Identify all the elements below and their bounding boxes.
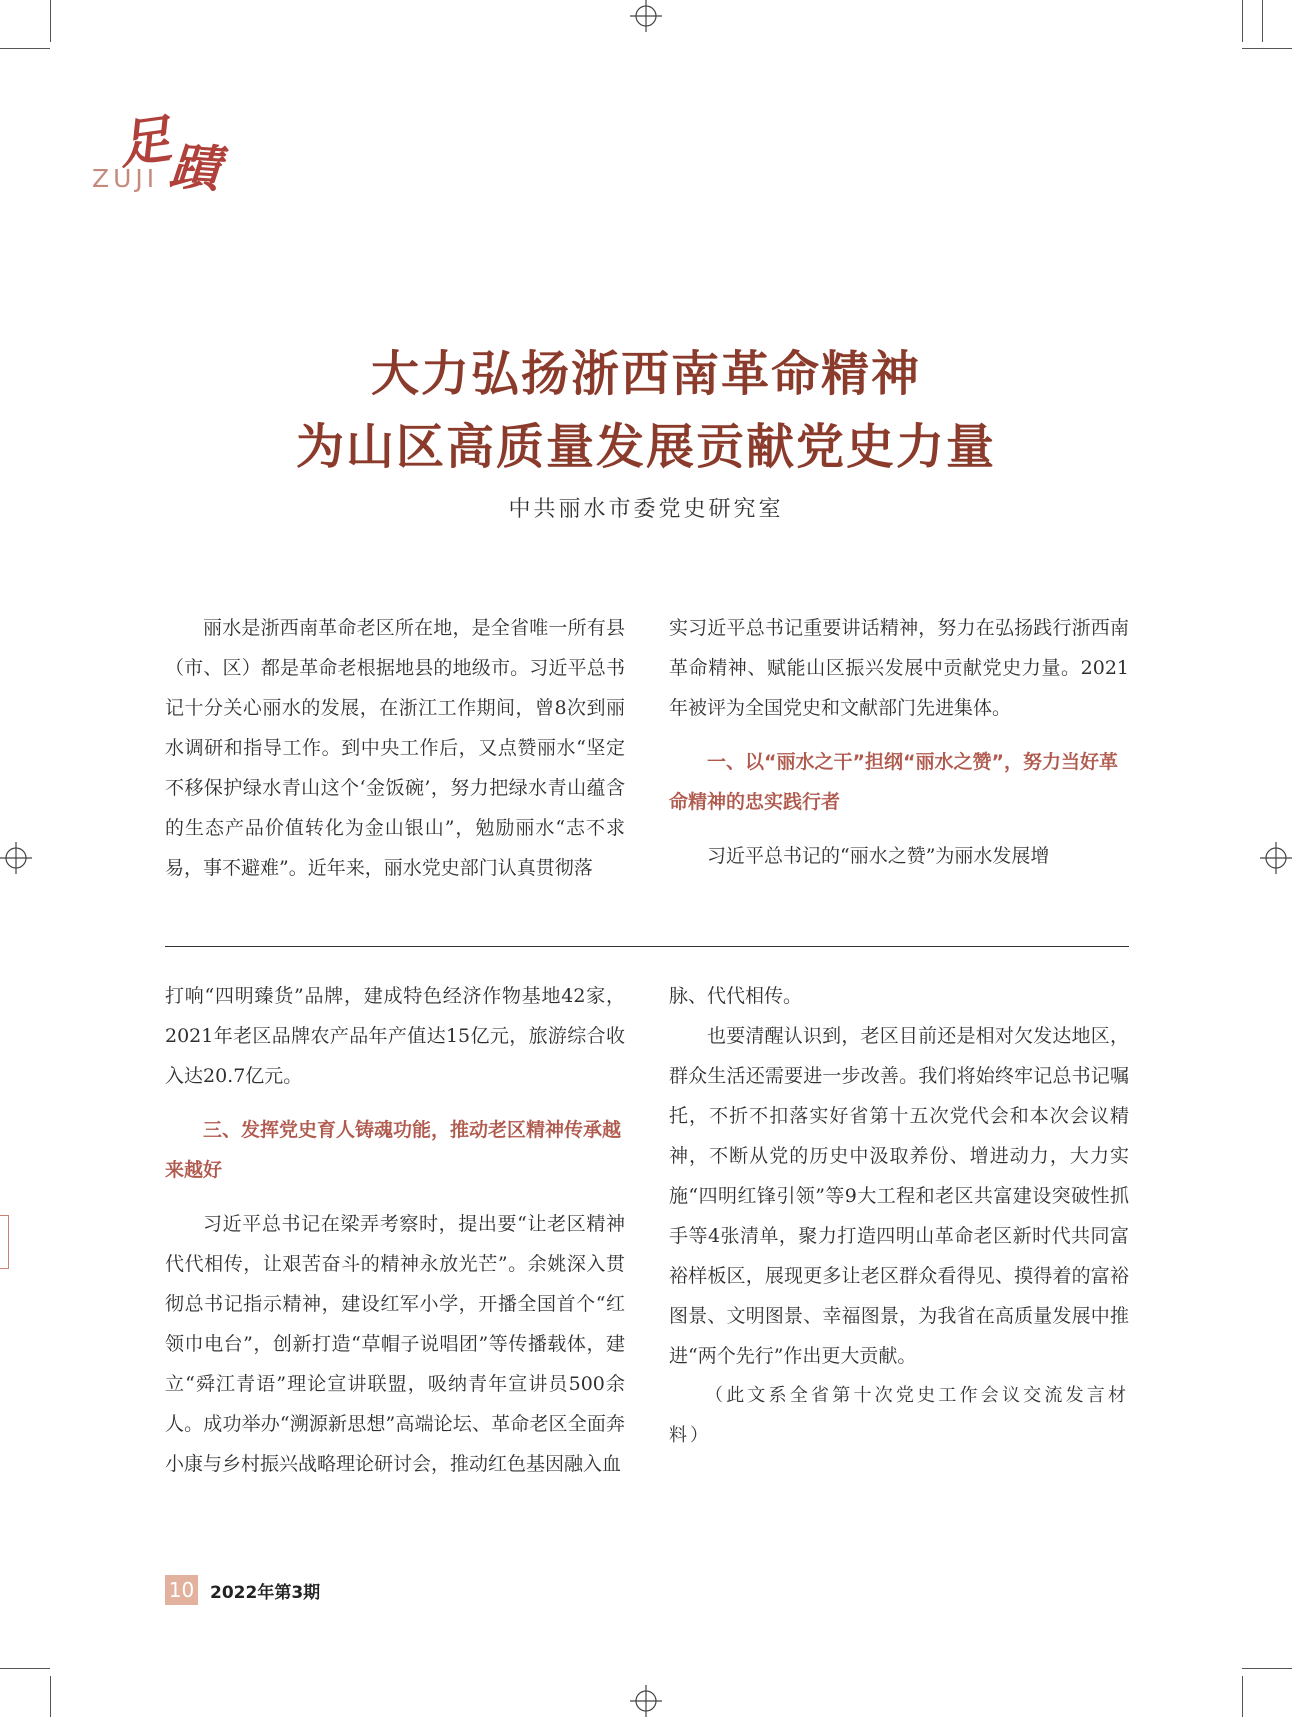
crop-mark bbox=[1242, 1676, 1243, 1717]
article-author: 中共丽水市委党史研究室 bbox=[508, 497, 784, 522]
top-right-column bbox=[669, 608, 1129, 876]
top-left-column bbox=[165, 608, 625, 888]
page-number: 10 bbox=[165, 1575, 198, 1605]
logo-char: 足 bbox=[114, 108, 175, 177]
registration-mark-icon bbox=[630, 1685, 662, 1717]
article-title-line1: 大力弘扬浙西南革命精神 bbox=[370, 346, 921, 402]
crop-mark bbox=[1242, 48, 1292, 49]
logo-char: 蹟 bbox=[167, 136, 222, 199]
article-title-line2: 为山区高质量发展贡献党史力量 bbox=[295, 419, 996, 475]
side-tab-mark bbox=[0, 1215, 9, 1269]
crop-mark bbox=[0, 1668, 50, 1669]
crop-mark bbox=[1262, 0, 1263, 42]
body-paragraph: 也要清醒认识到，老区目前还是相对欠发达地区，群众生活还需要进一步改善。我们将始终牢记总书记嘱托，不折不扣落实好省第十五次党代会和本次会议精神，不断从党的历史中汲取养份、增进动力，大力实施“四明红锋引领”等9大工程和老区共富建设突破性抓手等4张清单，聚力打造四明山革命老区新时代共同富裕样板区，展现更多让老区群众看得见、摸得着的富裕图景、文明图景、幸福图景，为我省在高质量发展中推进“两个先行”作出更大贡献。 bbox=[669, 1025, 1129, 1367]
registration-mark-icon bbox=[630, 0, 662, 32]
crop-mark bbox=[50, 0, 51, 42]
section-divider bbox=[165, 946, 1129, 947]
section-heading: 一、以“丽水之干”担纲“丽水之赞”，努力当好革命精神的忠实践行者 bbox=[669, 751, 1118, 813]
body-paragraph: 丽水是浙西南革命老区所在地，是全省唯一所有县（市、区）都是革命老根据地县的地级市。习近平总书记十分关心丽水的发展，在浙江工作期间，曾8次到丽水调研和指导工作。到中央工作后，又点赞丽水“坚定不移保护绿水青山这个‘金饭碗’，努力把绿水青山蕴含的生态产品价值转化为金山银山”，勉励丽水“志不求易，事不避难”。近年来，丽水党史部门认真贯彻落 bbox=[165, 617, 625, 879]
body-paragraph: 实习近平总书记重要讲话精神，努力在弘扬践行浙西南革命精神、赋能山区振兴发展中贡献党史力量。2021年被评为全国党史和文献部门先进集体。 bbox=[669, 617, 1129, 719]
source-note: （此文系全省第十次党史工作会议交流发言材料） bbox=[669, 1385, 1129, 1446]
body-paragraph: 打响“四明臻货”品牌，建成特色经济作物基地42家，2021年老区品牌农产品年产值达15亿元，旅游综合收入达20.7亿元。 bbox=[165, 985, 625, 1087]
section-heading: 三、发挥党史育人铸魂功能，推动老区精神传承越来越好 bbox=[165, 1119, 622, 1181]
body-paragraph: 习近平总书记的“丽水之赞”为丽水发展增 bbox=[707, 845, 1050, 867]
body-paragraph: 脉、代代相传。 bbox=[669, 985, 803, 1007]
issue-label: 2022年第3期 bbox=[210, 1583, 321, 1603]
registration-mark-icon bbox=[1260, 842, 1292, 874]
logo-latin-text: ZUJI bbox=[92, 164, 159, 193]
body-paragraph: 习近平总书记在梁弄考察时，提出要“让老区精神代代相传，让艰苦奋斗的精神永放光芒”。余姚深入贯彻总书记指示精神，建设红军小学，开播全国首个“红领巾电台”，创新打造“草帽子说唱团”等传播载体，建立“舜江青语”理论宣讲联盟，吸纳青年宣讲员500余人。成功举办“溯源新思想”高端论坛、革命老区全面奔小康与乡村振兴战略理论研讨会，推动红色基因融入血 bbox=[165, 1213, 625, 1475]
registration-mark-icon bbox=[0, 842, 32, 874]
crop-mark bbox=[1242, 0, 1243, 42]
crop-mark bbox=[0, 48, 50, 49]
bottom-right-column bbox=[669, 976, 1129, 1456]
crop-mark bbox=[50, 1676, 51, 1717]
bottom-left-column bbox=[165, 976, 625, 1484]
crop-mark bbox=[1242, 1668, 1292, 1669]
